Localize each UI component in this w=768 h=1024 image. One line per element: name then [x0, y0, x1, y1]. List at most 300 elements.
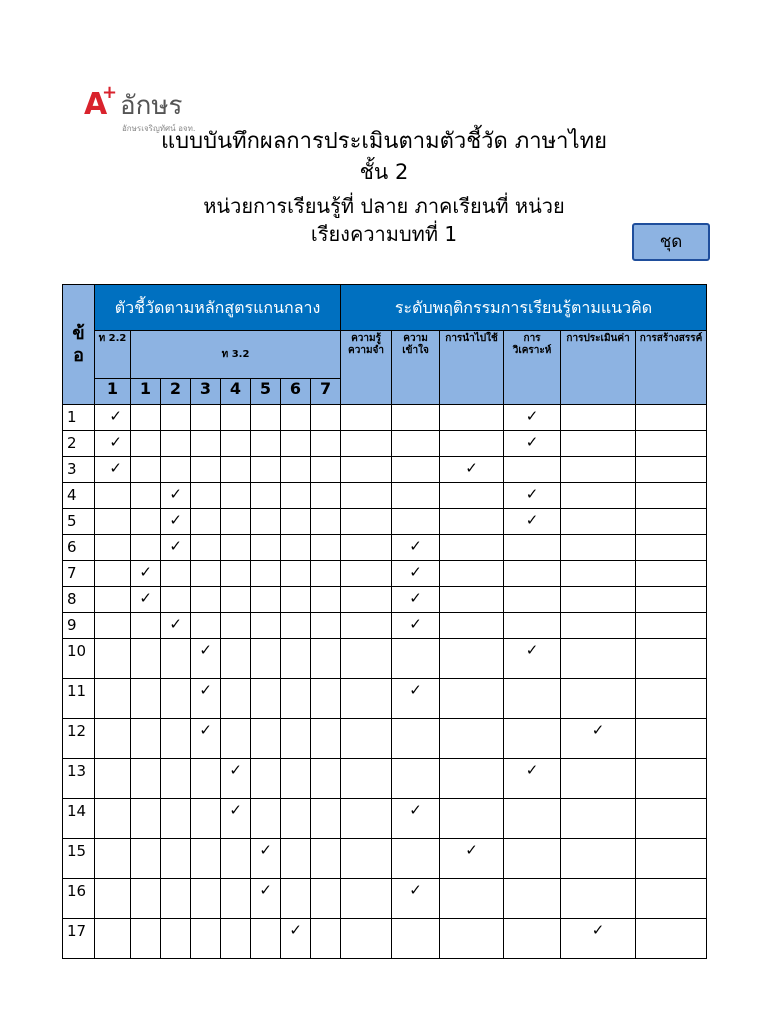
indicator-cell: ✓ [95, 431, 131, 457]
indicator-cell [161, 679, 191, 719]
indicator-cell [221, 405, 251, 431]
indicator-cell: ✓ [221, 759, 251, 799]
indicator-cell [161, 919, 191, 959]
indicator-cell [191, 483, 221, 509]
behavior-cell [636, 405, 707, 431]
indicator-cell [161, 879, 191, 919]
indicator-cell [131, 405, 161, 431]
behavior-cell [440, 561, 504, 587]
indicator-cell [221, 639, 251, 679]
table-row [63, 561, 707, 587]
indicator-cell [95, 483, 131, 509]
indicator-cell [161, 587, 191, 613]
indicator-cell [191, 431, 221, 457]
behavior-cell: ✓ [504, 639, 561, 679]
behavior-cell [341, 719, 392, 759]
behavior-cell: ✓ [504, 483, 561, 509]
indicator-cell: ✓ [161, 613, 191, 639]
indicator-cell [191, 509, 221, 535]
column-number: 2 [161, 379, 191, 405]
title-line-3: หน่วยการเรียนรู้ที่ ปลาย ภาคเรียนที่ หน่วย [203, 194, 565, 218]
indicator-cell [191, 839, 221, 879]
indicator-cell [221, 509, 251, 535]
indicator-cell [311, 919, 341, 959]
behavior-cell [392, 483, 440, 509]
indicator-cell [281, 719, 311, 759]
behavior-cell: ✓ [561, 919, 636, 959]
logo-plus: + [102, 82, 118, 103]
behavior-cell [561, 879, 636, 919]
indicator-cell [131, 431, 161, 457]
behavior-cell [392, 457, 440, 483]
indicator-cell [191, 587, 221, 613]
indicator-cell [311, 483, 341, 509]
indicator-cell [161, 719, 191, 759]
indicator-cell [221, 919, 251, 959]
behavior-cell: ✓ [392, 679, 440, 719]
behavior-cell: ✓ [392, 535, 440, 561]
indicator-cell [95, 561, 131, 587]
behavior-cell [341, 839, 392, 879]
indicator-cell [221, 483, 251, 509]
table-row [63, 535, 707, 561]
behavior-cell [561, 639, 636, 679]
indicator-cell [95, 759, 131, 799]
indicator-cell [191, 759, 221, 799]
logo-subtitle: อักษรเจริญทัศน์ อจท. [122, 124, 196, 133]
indicator-cell: ✓ [95, 405, 131, 431]
indicator-cell [281, 483, 311, 509]
indicator-cell [251, 431, 281, 457]
behavior-cell: ✓ [504, 431, 561, 457]
row-number: 16 [63, 879, 95, 919]
indicator-cell [251, 719, 281, 759]
behavior-cell [392, 639, 440, 679]
row-number: 2 [63, 431, 95, 457]
behavior-cell [341, 587, 392, 613]
indicator-cell [221, 839, 251, 879]
indicator-cell [131, 483, 161, 509]
indicator-cell [311, 509, 341, 535]
behavior-cell [440, 613, 504, 639]
header-behavior-0: ความรู้ ความจำ [341, 331, 392, 405]
indicator-cell [281, 839, 311, 879]
behavior-cell [636, 509, 707, 535]
indicator-cell: ✓ [191, 639, 221, 679]
behavior-cell [504, 561, 561, 587]
indicator-cell [95, 535, 131, 561]
indicator-cell [131, 799, 161, 839]
row-number: 3 [63, 457, 95, 483]
logo-name: อักษร [120, 91, 183, 121]
indicator-cell [131, 719, 161, 759]
indicator-cell [131, 679, 161, 719]
behavior-cell: ✓ [504, 405, 561, 431]
indicator-cell [161, 799, 191, 839]
row-number: 5 [63, 509, 95, 535]
indicator-cell [131, 759, 161, 799]
column-number: 3 [191, 379, 221, 405]
indicator-cell [161, 759, 191, 799]
row-number: 7 [63, 561, 95, 587]
indicator-cell [131, 613, 161, 639]
indicator-cell [131, 535, 161, 561]
row-number: 4 [63, 483, 95, 509]
behavior-cell [561, 679, 636, 719]
table-row [63, 457, 707, 483]
indicator-cell [281, 405, 311, 431]
indicator-cell [251, 679, 281, 719]
indicator-cell [311, 799, 341, 839]
behavior-cell [504, 799, 561, 839]
indicator-cell [131, 639, 161, 679]
indicator-cell [281, 587, 311, 613]
behavior-cell [504, 839, 561, 879]
behavior-cell [636, 639, 707, 679]
row-number: 1 [63, 405, 95, 431]
indicator-cell [191, 613, 221, 639]
behavior-cell [504, 719, 561, 759]
behavior-cell [561, 457, 636, 483]
behavior-cell [561, 759, 636, 799]
behavior-cell [561, 405, 636, 431]
behavior-cell [392, 839, 440, 879]
behavior-cell [561, 431, 636, 457]
indicator-cell [311, 405, 341, 431]
behavior-cell [341, 799, 392, 839]
behavior-cell [504, 457, 561, 483]
column-number: 7 [311, 379, 341, 405]
behavior-cell [341, 431, 392, 457]
table-row [63, 839, 707, 879]
table-row [63, 639, 707, 679]
behavior-cell [392, 431, 440, 457]
indicator-cell [281, 679, 311, 719]
table-row [63, 679, 707, 719]
behavior-cell [341, 561, 392, 587]
indicator-cell [95, 613, 131, 639]
behavior-cell [561, 799, 636, 839]
row-number: 10 [63, 639, 95, 679]
indicator-cell: ✓ [191, 679, 221, 719]
indicator-cell [95, 879, 131, 919]
logo-mark: A [84, 87, 108, 122]
indicator-cell [311, 457, 341, 483]
behavior-cell [636, 561, 707, 587]
title-line-1: แบบบันทึกผลการประเมินตามตัวชี้วัด ภาษาไทย [161, 129, 607, 154]
indicator-cell [221, 719, 251, 759]
indicator-cell [281, 431, 311, 457]
table-row [63, 483, 707, 509]
indicator-cell: ✓ [161, 535, 191, 561]
behavior-cell [440, 483, 504, 509]
behavior-cell: ✓ [392, 879, 440, 919]
indicator-cell [221, 679, 251, 719]
header-behavior-levels: ระดับพฤติกรรมการเรียนรู้ตามแนวคิด [341, 285, 707, 331]
indicator-cell [251, 639, 281, 679]
behavior-cell [561, 587, 636, 613]
behavior-cell [561, 535, 636, 561]
header-behavior-2: การนำไปใช้ [440, 331, 504, 405]
indicator-cell [131, 879, 161, 919]
behavior-cell [636, 919, 707, 959]
column-number: 4 [221, 379, 251, 405]
table-row [63, 405, 707, 431]
table-row [63, 587, 707, 613]
behavior-cell [561, 839, 636, 879]
behavior-cell [341, 613, 392, 639]
behavior-cell [636, 719, 707, 759]
header-indicators: ตัวชี้วัดตามหลักสูตรแกนกลาง [95, 285, 341, 331]
behavior-cell [636, 679, 707, 719]
behavior-cell [561, 509, 636, 535]
behavior-cell: ✓ [440, 839, 504, 879]
row-number: 15 [63, 839, 95, 879]
behavior-cell [636, 457, 707, 483]
indicator-cell [311, 639, 341, 679]
indicator-cell [251, 509, 281, 535]
indicator-cell [161, 639, 191, 679]
indicator-cell [251, 561, 281, 587]
behavior-cell [392, 719, 440, 759]
indicator-cell [95, 639, 131, 679]
column-number: 1 [131, 379, 161, 405]
indicator-cell [161, 457, 191, 483]
indicator-cell [221, 613, 251, 639]
indicator-cell [251, 587, 281, 613]
indicator-cell [161, 431, 191, 457]
behavior-cell [341, 639, 392, 679]
indicator-cell [251, 613, 281, 639]
behavior-cell [636, 431, 707, 457]
behavior-cell [440, 587, 504, 613]
behavior-cell: ✓ [392, 587, 440, 613]
indicator-cell [311, 587, 341, 613]
behavior-cell [504, 535, 561, 561]
set-tag: ชุด [632, 223, 710, 261]
indicator-cell [95, 719, 131, 759]
table-row [63, 719, 707, 759]
row-number: 12 [63, 719, 95, 759]
behavior-cell [341, 405, 392, 431]
behavior-cell [561, 561, 636, 587]
behavior-cell [341, 535, 392, 561]
indicator-cell: ✓ [191, 719, 221, 759]
header-sub-b: ท 3.2 [131, 331, 341, 379]
column-number: 5 [251, 379, 281, 405]
indicator-cell [131, 509, 161, 535]
indicator-cell: ✓ [281, 919, 311, 959]
behavior-cell [636, 613, 707, 639]
indicator-cell [251, 535, 281, 561]
assessment-table [62, 284, 707, 959]
indicator-cell [221, 561, 251, 587]
behavior-cell [440, 509, 504, 535]
indicator-cell [221, 879, 251, 919]
behavior-cell [504, 613, 561, 639]
indicator-cell [191, 799, 221, 839]
behavior-cell [440, 535, 504, 561]
behavior-cell [341, 879, 392, 919]
indicator-cell [221, 431, 251, 457]
row-number: 9 [63, 613, 95, 639]
indicator-cell [251, 405, 281, 431]
indicator-cell [311, 431, 341, 457]
indicator-cell [311, 679, 341, 719]
header-behavior-5: การสร้างสรรค์ [636, 331, 707, 405]
indicator-cell [251, 457, 281, 483]
indicator-cell: ✓ [131, 587, 161, 613]
indicator-cell [191, 879, 221, 919]
behavior-cell [341, 679, 392, 719]
column-number: 1 [95, 379, 131, 405]
behavior-cell [440, 759, 504, 799]
indicator-cell [95, 587, 131, 613]
indicator-cell [161, 405, 191, 431]
row-number: 11 [63, 679, 95, 719]
indicator-cell [281, 799, 311, 839]
indicator-cell [95, 839, 131, 879]
indicator-cell: ✓ [251, 879, 281, 919]
behavior-cell [504, 587, 561, 613]
indicator-cell [311, 839, 341, 879]
indicator-cell [311, 535, 341, 561]
row-number: 6 [63, 535, 95, 561]
indicator-cell: ✓ [161, 483, 191, 509]
indicator-cell: ✓ [95, 457, 131, 483]
behavior-cell [504, 879, 561, 919]
table-body [63, 405, 707, 959]
table-row [63, 879, 707, 919]
behavior-cell [636, 879, 707, 919]
row-number: 8 [63, 587, 95, 613]
indicator-cell [191, 919, 221, 959]
behavior-cell [392, 759, 440, 799]
indicator-cell [221, 457, 251, 483]
indicator-cell [281, 457, 311, 483]
indicator-cell [191, 535, 221, 561]
behavior-cell: ✓ [440, 457, 504, 483]
indicator-cell [95, 509, 131, 535]
behavior-cell [504, 679, 561, 719]
column-number: 6 [281, 379, 311, 405]
header-behavior-4: การประเมินค่า [561, 331, 636, 405]
indicator-cell [281, 639, 311, 679]
indicator-cell [131, 457, 161, 483]
row-number: 14 [63, 799, 95, 839]
behavior-cell [440, 431, 504, 457]
table-row [63, 431, 707, 457]
indicator-cell [281, 759, 311, 799]
indicator-cell [131, 839, 161, 879]
indicator-cell: ✓ [131, 561, 161, 587]
indicator-cell [95, 799, 131, 839]
indicator-cell [281, 535, 311, 561]
indicator-cell [251, 483, 281, 509]
behavior-cell [392, 509, 440, 535]
behavior-cell [341, 919, 392, 959]
indicator-cell [281, 509, 311, 535]
behavior-cell [636, 839, 707, 879]
indicator-cell [311, 879, 341, 919]
indicator-cell [251, 759, 281, 799]
indicator-cell [191, 405, 221, 431]
indicator-cell [281, 879, 311, 919]
header-sub-a: ท 2.2 [95, 331, 131, 379]
behavior-cell: ✓ [504, 759, 561, 799]
behavior-cell [440, 679, 504, 719]
title-line-2: ชั้น 2 [359, 160, 409, 184]
behavior-cell: ✓ [392, 799, 440, 839]
row-number: 17 [63, 919, 95, 959]
title-line-4: เรียงความบทที่ 1 [310, 222, 458, 246]
indicator-cell [311, 759, 341, 799]
behavior-cell [636, 535, 707, 561]
table-row [63, 759, 707, 799]
behavior-cell: ✓ [392, 561, 440, 587]
indicator-cell [251, 799, 281, 839]
indicator-cell [191, 457, 221, 483]
indicator-cell [311, 719, 341, 759]
behavior-cell [504, 919, 561, 959]
behavior-cell [636, 759, 707, 799]
indicator-cell [191, 561, 221, 587]
header-item-number: ข้อ [63, 285, 95, 405]
indicator-cell [281, 561, 311, 587]
row-number: 13 [63, 759, 95, 799]
behavior-cell [636, 799, 707, 839]
indicator-cell [311, 561, 341, 587]
indicator-cell [311, 613, 341, 639]
behavior-cell [341, 759, 392, 799]
behavior-cell: ✓ [392, 613, 440, 639]
behavior-cell [440, 919, 504, 959]
indicator-cell: ✓ [161, 509, 191, 535]
indicator-cell [251, 919, 281, 959]
behavior-cell: ✓ [561, 719, 636, 759]
table-row [63, 799, 707, 839]
table-row [63, 509, 707, 535]
header-behavior-1: ความเข้าใจ [392, 331, 440, 405]
behavior-cell [440, 799, 504, 839]
header-behavior-3: การวิเคราะห์ [504, 331, 561, 405]
behavior-cell [440, 405, 504, 431]
behavior-cell: ✓ [504, 509, 561, 535]
indicator-cell [131, 919, 161, 959]
behavior-cell [341, 509, 392, 535]
indicator-cell [95, 679, 131, 719]
behavior-cell [636, 587, 707, 613]
behavior-cell [341, 483, 392, 509]
behavior-cell [392, 919, 440, 959]
table-row [63, 919, 707, 959]
indicator-cell: ✓ [221, 799, 251, 839]
indicator-cell [161, 839, 191, 879]
behavior-cell [341, 457, 392, 483]
behavior-cell [440, 639, 504, 679]
indicator-cell [221, 535, 251, 561]
behavior-cell [561, 613, 636, 639]
indicator-cell: ✓ [251, 839, 281, 879]
indicator-cell [221, 587, 251, 613]
behavior-cell [392, 405, 440, 431]
indicator-cell [281, 613, 311, 639]
indicator-cell [161, 561, 191, 587]
behavior-cell [440, 719, 504, 759]
behavior-cell [440, 879, 504, 919]
table-row [63, 613, 707, 639]
behavior-cell [561, 483, 636, 509]
